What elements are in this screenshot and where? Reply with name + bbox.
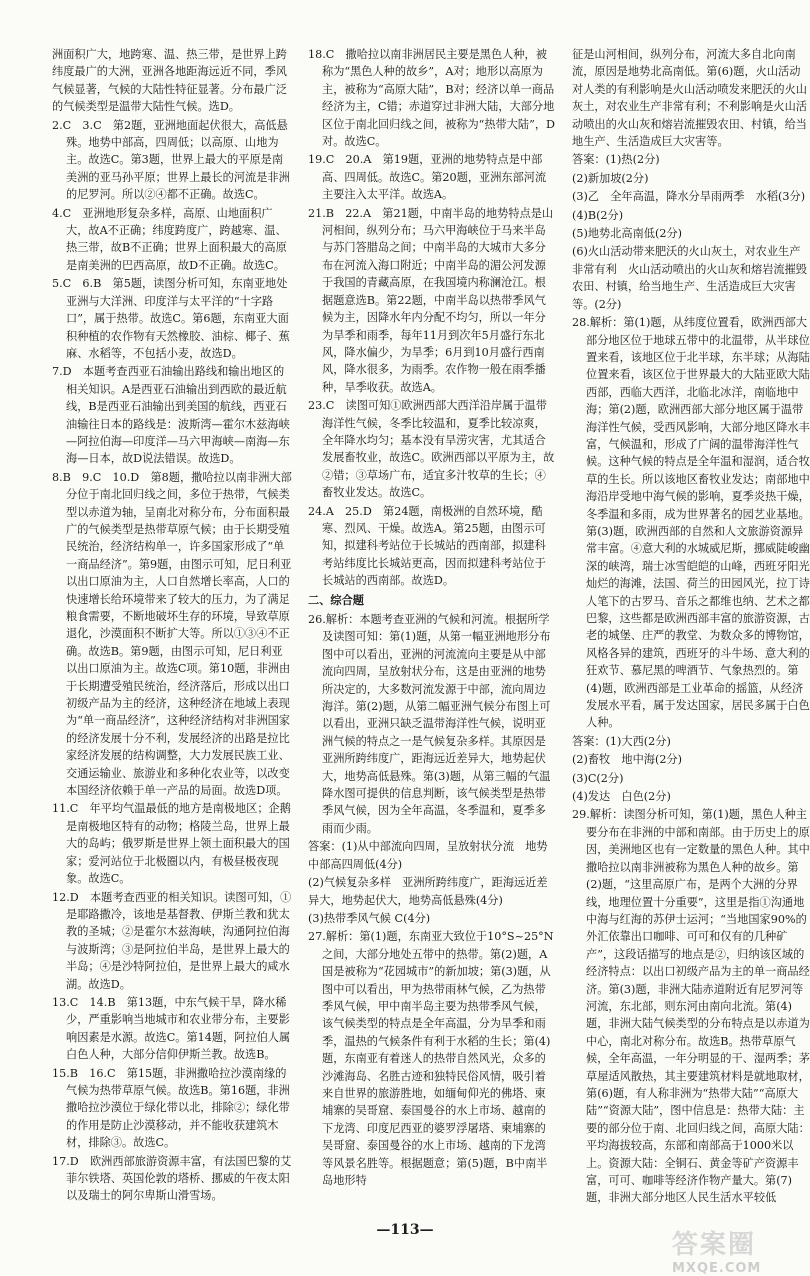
- paragraph: (3)乙 全年高温，降水分旱雨两季 水稻(3分): [572, 190, 806, 204]
- paragraph: 29.解析：读图分析可知，第(1)题，黑色人种主要分布在非洲的中部和南部。由于历史上的原因，美洲地区也有一定数量的黑色人种。其中撒哈拉以南非洲被称为黑色人种的故乡。第(2)题，“这里高原广布，是两个大洲的分界线，地理位置十分重要”，这里是指①沟通地中海与红海的苏伊士运河；“当地国家90%的外汇依靠出口咖啡、可可和仅有的几种矿产”，这段话描写的地点是②，归纳该区域的经济特点：以出口初级产品为主的单一商品经济。第(3)题，非洲大陆赤道附近有尼罗河等河流，东北部，则东河由南向北流。第(4)题，非洲大陆气候类型的分布特点是以赤道为中心，南北对称分布。故选B。热带草原气候，全年高温，一年分明显的干、湿两季；茅草屋适风散热，其主要建筑材料是就地取材，第(6)题，有人称非洲为“热带大陆”“高原大陆”“资源大陆”，图中信息是：热带大陆：主要的部分位于南、北回归线之间，高原大陆：平均海拔较高，东部和南部高于1000米以上。资源大陆：全铜石、黄金等矿产资源丰富，可可、咖啡等经济作物产量大。第(7)题，非洲大部分地区人民生活水平较低: [572, 808, 810, 1205]
- page-number: —113—: [376, 1222, 434, 1238]
- paragraph: (5)地势北高南低(2分): [572, 227, 683, 241]
- paragraph: 12.D 本题考查西亚的相关知识。读图可知，①是耶路撒冷，该地是基督教、伊斯兰教和犹太教的圣城；②是霍尔木兹海峡，沟通阿拉伯海与波斯湾；③是阿拉伯半岛，是世界上最大的半岛；④是沙特阿拉伯，是世界上最大的咸水湖。故选D。: [52, 890, 292, 991]
- paragraph: 23.C 读图可知①欧洲西部大西洋沿岸属于温带海洋性气候，冬季比较温和，夏季比较凉爽，全年降水均匀；基本没有旱涝灾害，尤其适合发展畜牧业，故选C。欧洲西部以平原为主，故②错；③草场广布，适宜多汁牧草的生长；④畜牧业发达。故选C。: [308, 399, 555, 500]
- paragraph: 7.D 本题考查西亚石油输出路线和输出地区的相关知识。A是西亚石油输出到西欧的最近航线，B是西亚石油输出到美国的航线，西亚石油输往日本的路线是：波斯湾—霍尔木兹海峡—阿拉伯海—印度洋—马六甲海峡—南海—东海—日本，故D说法错误。故选D。: [52, 365, 290, 466]
- answer-line: 答案：(1)大西(2分): [572, 734, 671, 748]
- watermark-logo: [672, 1224, 806, 1276]
- paragraph: 26.解析：本题考查亚洲的气候和河流。根据所学及读图可知：第(1)题，从第一幅亚洲地形分布图中可以看出，亚洲的河流流向主要是从中部流向四周，呈放射状分布，这是由亚洲的地势所决定的，大多数河流发源于中部，流向周边海洋。第(2)题，从第二幅亚洲气候分布图上可以看出，亚洲只缺乏温带海洋性气候，说明亚洲气候的特点之一是气候复杂多样。其原因是亚洲所跨纬度广，距海远近差异大，地势起伏大，地势高低悬殊。第(3)题，从第三幅的气温降水图可提供的信息判断，该气候类型是热带季风气候，因为全年高温，冬季温和，夏季多雨而少雨。: [308, 613, 551, 835]
- answer-line: 答案：(1)热(2分): [572, 153, 660, 167]
- paragraph: 17.D 欧洲西部旅游资源丰富，有法国巴黎的艾菲尔铁塔、英国伦敦的塔桥、挪威的午夜太阳以及瑞士的阿尔卑斯山滑雪场。: [52, 1154, 292, 1203]
- paragraph: 洲面积广大，地跨寒、温、热三带，是世界上跨纬度最广的大洲，亚洲各地距海远近不同，季风气候显著，气候的大陆性特征显著。分布最广泛的气候类型是温带大陆性气候。选D。: [52, 48, 287, 114]
- paragraph: 2.C 3.C 第2题，亚洲地面起伏很大，高低悬殊。地势中部高，四周低；以高原、山地为主。故选C。第3题，世界上最大的平原是南美洲的亚马孙平原；世界上最长的河流是非洲的尼罗河。所以②④都不正确。故选C。: [52, 118, 290, 202]
- right-column: [572, 46, 810, 1208]
- answer-line: 答案：(1)从中部流向四周，呈放射状分流 地势中部高四周低(4分): [308, 840, 548, 871]
- paragraph: 4.C 亚洲地形复杂多样，高原、山地面积广大，故A不正确；纬度跨度广，跨越寒、温、热三带，故B不正确；世界上面积最大的高原是南美洲的巴西高原，故D不正确。故选C。: [52, 206, 287, 272]
- paragraph: (2)新加坡(2分): [572, 171, 649, 185]
- paragraph: (3)C(2分): [572, 771, 624, 785]
- left-column: [52, 46, 292, 1206]
- section-heading: 二、综合题: [308, 592, 364, 607]
- paragraph: 13.C 14.B 第13题，中东气候干旱，降水稀少，严重影响当地城市和农业带分布，主要影响因素是水源。故选C。第14题，阿拉伯人属白色人种，大部分信仰伊斯兰教。故选B。: [52, 995, 291, 1062]
- paragraph: 19.C 20.A 第19题，亚洲的地势特点是中部高、四周低。故选C。第20题，亚洲东部河流主要注入太平洋。故选A。: [308, 153, 547, 202]
- paragraph: (2)气候复杂多样 亚洲所跨纬度广，距海远近差异大，地势起伏大，地势高低悬殊(4分): [308, 876, 548, 907]
- paragraph: 15.B 16.C 第15题，非洲撒哈拉沙漠南缘的气候为热带草原气候。故选B。第16题，非洲撒哈拉沙漠位于绿化带以北，排除②；绿化带的作用是防止沙漠移动，并不能收获建筑木材，排除③。故选C。: [52, 1066, 290, 1150]
- paragraph: 21.B 22.A 第21题，中南半岛的地势特点是山河相间，纵列分布；马六甲海峡位于马来半岛与苏门答腊岛之间；中南半岛的大城市大多分布在河流入海口附近；中南半岛的湄公河发源于我国的青藏高原，在我国境内称澜沧江。根据题意选B。第22题，中南半岛以热带季风气候为主，因降水年内分配不均匀，所以一年分为旱季和雨季，每年11月到次年5月盛行东北风，降水偏少，为旱季；6月到10月盛行西南风，降水很多，为雨季。农作物一般在雨季播种，旱季收获。故选A。: [308, 206, 554, 394]
- watermark-brand: 答案圈: [672, 1230, 757, 1260]
- paragraph: (2)畜牧 地中海(2分): [572, 753, 683, 767]
- paragraph: 11.C 年平均气温最低的地方是南极地区；企鹅是南极地区特有的动物；格陵兰岛，世界上最大的岛屿；俄罗斯是世界上领土面积最大的国家；爱河站位于北极圈以内，有极昼极夜现象。故选C。: [52, 802, 291, 886]
- middle-column: [308, 46, 556, 1190]
- paragraph: 18.C 撒哈拉以南非洲居民主要是黑色人种，被称为“黑色人种的故乡”，A对；地形以高原为主，被称为“高原大陆”，B对；经济以单一商品经济为主，C错；赤道穿过非洲大陆，大部分地区位于南北回归线之间，被称为“热带大陆”，D对。故选C。: [308, 48, 555, 149]
- paragraph: 27.解析：第(1)题，东南亚大致位于10°S~25°N之间，大部分地处五带中的热带。第(2)题，A国是被称为“花园城市”的新加坡；第(3)题，从图中可以看出，甲为热带雨林气候，乙为热带季风气候，甲中南半岛主要为热带季风气候，该气候类型的特点是全年高温，分为旱季和雨季，温热的气候条件有利于水稻的生长；第(4)题，东南亚有着迷人的热带自然风光，众多的沙滩海岛、名胜古迹和独特民俗风情，吸引着来自世界的旅游胜地，如缅甸仰光的佛塔、柬埔寨的吴哥窟、泰国曼谷的水上市场、越南的下龙湾、印度尼西亚的婆罗浮屠塔、柬埔寨的吴哥窟、泰国曼谷的水上市场、越南的下龙湾等风景名胜等。根据题意；第(5)题，B中南半岛地形特: [308, 930, 554, 1187]
- paragraph: 8.B 9.C 10.D 第8题，撒哈拉以南非洲大部分位于南北回归线之间，多位于热带，气候类型以赤道为轴，呈南北对称分布，分布面积最广的气候类型是热带草原气候；由于长期受殖民统治，经济结构单一，许多国家形成了“单一商品经济”。第9题，由图示可知，尼日利亚以出口原油为主，人口自然增长率高，人口的快速增长给环境带来了较大的压力，为了满足粮食需要，不断地破坏生存的环境，导致草原退化，沙漠面积不断扩大等。所以①③④不正确。故选B。第9题，由图示可知，尼日利亚以出口原油为主。故选C项。第10题，非洲由于长期遭受殖民统治，经济落后，形成以出口初级产品为主的经济，这种经济在地域上表现为“单一商品经济”，这种经济结构对非洲国家的经济发展十分不利，发展经济的出路是拉比家经济发展的结构调整，大力发展民族工业、交通运输业、旅游业和多种化农业等，以改变本国经济依赖于单一产品的局面。故选D项。: [52, 470, 292, 798]
- paragraph: 征是山河相间，纵列分布，河流大多自北向南流，原因是地势北高南低。第(6)题，火山活动对人类的有利影响是火山活动喷发来肥沃的火山灰土，对农业生产非常有利；不利影响是火山活动喷出的火山灰和熔岩流摧毁农田、村镇，给当地生产、生活造成巨大灾害等。: [572, 48, 807, 149]
- watermark-url: MXQE.COM: [672, 1261, 762, 1276]
- paragraph: (6)火山活动带来肥沃的火山灰土，对农业生产非常有利 火山活动喷出的火山灰和熔岩流摧毁农田、村镇，给当地生产、生活造成巨大灾害等。(2分): [572, 245, 807, 311]
- paragraph: (4)发达 白色(2分): [572, 790, 671, 804]
- paragraph: 5.C 6.B 第5题，读图分析可知，东南亚地处亚洲与大洋洲、印度洋与太平洋的“十字路口”，属于热带。故选C。第6题，东南亚大面积种植的农作物有天然橡胶、油棕、椰子、蕉麻、水稻等，不包括小麦，故选D。: [52, 277, 290, 360]
- paragraph: (4)B(2分): [572, 208, 624, 222]
- paragraph: (3)热带季风气候 C(4分): [308, 911, 431, 925]
- paragraph: 28.解析：第(1)题，从纬度位置看，欧洲西部大部分地区位于地球五带中的北温带，从半球位置来看，该地区位于北半球，东半球；从海陆位置来看，该区位于世界最大的大陆亚欧大陆西部，西临大西洋，北临北冰洋，南临地中海；第(2)题，欧洲西部大部分地区属于温带海洋性气候，受西风影响，大部分地区降水丰富，气候温和，形成了广阔的温带海洋性气候。这种气候的特点是全年温和湿润，适合牧草的生长。所以该地区畜牧业发达；南部地中海沿岸受地中海气候的影响，夏季炎热干燥，冬季温和多雨，成为世界著名的园艺业基地。第(3)题，欧洲西部的自然和人文旅游资源异常丰富。④意大利的水城威尼斯，挪威陡峻幽深的峡湾，瑞士冰雪皑皑的山峰，西班牙阳光灿烂的海滩，法国、荷兰的田园风光，拉丁诗人笔下的古罗马、音乐之都维也纳、艺术之都巴黎，这些都是欧洲西部丰富的旅游资源，古老的城堡、庄严的教堂、为数众多的博物馆，风格各异的建筑，西班牙的斗牛场、意大利的狂欢节、慕尼黑的啤酒节、气象热烈的。第(4)题，欧洲西部是工业革命的摇篮，从经济发展水平看，属于发达国家，居民多属于白色人种。: [572, 316, 810, 730]
- paragraph: 24.A 25.D 第24题，南极洲的自然环境，酷寒、烈风、干燥。故选A。第25题，由图示可知，拟建科考站位于长城站的西南部，拟建科考站纬度比长城站更高，因而拟建科考站位于长城站的西南部。故选D。: [308, 504, 546, 588]
